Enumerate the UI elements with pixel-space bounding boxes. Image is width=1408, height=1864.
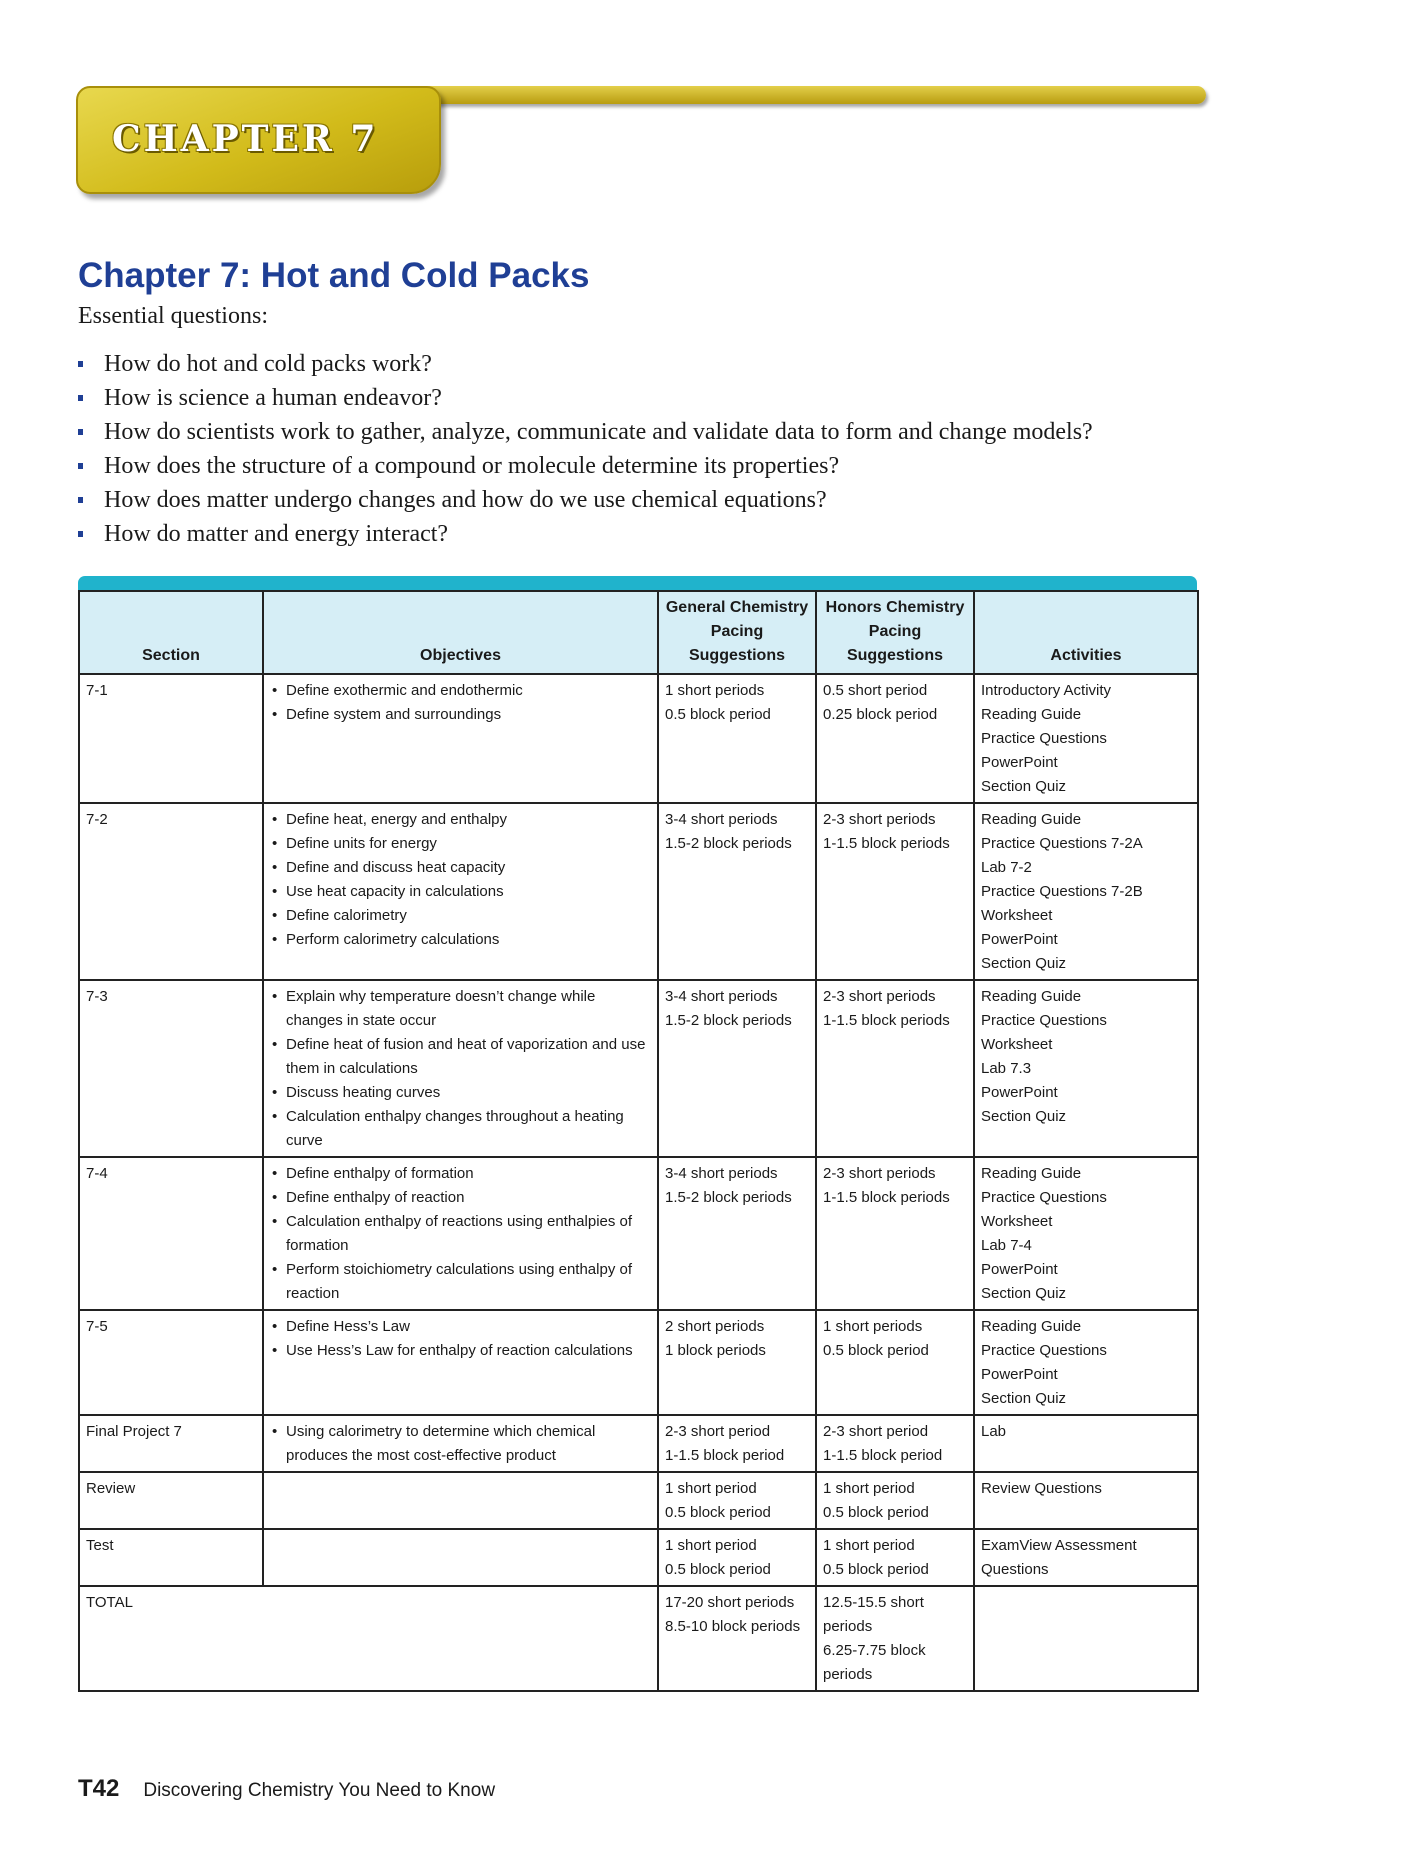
cell-objectives xyxy=(263,980,658,1157)
cell-line: 2 short periods xyxy=(665,1318,765,1335)
cell-objectives xyxy=(263,1529,658,1586)
cell-honors-pacing xyxy=(816,1472,974,1529)
cell-honors-pacing xyxy=(816,980,974,1157)
cell-line: Practice Questions xyxy=(981,1342,1107,1359)
chapter-label: CHAPTER 7 xyxy=(112,118,379,160)
table-body xyxy=(79,674,1198,1691)
cell-line: Practice Questions 7-2A xyxy=(981,835,1143,852)
objective-item: • Define calorimetry xyxy=(270,904,651,928)
cell-line: 0.25 block period xyxy=(823,706,938,723)
cell-total-label: TOTAL xyxy=(79,1586,658,1691)
question-item: How does matter undergo changes and how do we use chemical equations? xyxy=(78,483,1093,517)
question-item: How do scientists work to gather, analyze, communicate and validate data to form and change models? xyxy=(78,415,1093,449)
cell-line: 2-3 short period xyxy=(665,1423,771,1440)
cell-honors-pacing xyxy=(816,674,974,803)
cell-line: Reading Guide xyxy=(981,706,1082,723)
objective-item: • Perform calorimetry calculations xyxy=(270,928,651,952)
cell-line: 1-1.5 block period xyxy=(823,1447,943,1464)
table-row xyxy=(79,1415,1198,1472)
objectives-list xyxy=(270,808,651,952)
cell-line: Introductory Activity xyxy=(981,682,1112,699)
objective-item: • Use heat capacity in calculations xyxy=(270,880,651,904)
cell-line: 1.5-2 block periods xyxy=(665,1012,792,1029)
cell-line: PowerPoint xyxy=(981,1366,1058,1383)
cell-line: 3-4 short periods xyxy=(665,988,778,1005)
cell-line: 0.5 block period xyxy=(823,1504,929,1521)
objective-item: • Define and discuss heat capacity xyxy=(270,856,651,880)
cell-line: PowerPoint xyxy=(981,754,1058,771)
cell-line: Lab 7.3 xyxy=(981,1060,1032,1077)
cell-line: 1 block periods xyxy=(665,1342,766,1359)
objective-item: • Use Hess’s Law for enthalpy of reaction calculations xyxy=(270,1339,651,1363)
objective-item: • Perform stoichiometry calculations using enthalpy of reaction xyxy=(270,1258,651,1306)
cell-honors-pacing xyxy=(816,1157,974,1310)
cell-honors-pacing xyxy=(816,1310,974,1415)
cell-line: 17-20 short periods xyxy=(665,1594,795,1611)
cell-objectives xyxy=(263,1472,658,1529)
cell-line: Section Quiz xyxy=(981,955,1067,972)
essential-questions-list xyxy=(78,347,1093,551)
cell-general-pacing xyxy=(658,674,816,803)
cell-line: 2-3 short period xyxy=(823,1423,929,1440)
pacing-table xyxy=(78,590,1199,1692)
cell-general-pacing xyxy=(658,980,816,1157)
banner-tab xyxy=(76,86,441,194)
cell-activities xyxy=(974,980,1198,1157)
cell-line: Reading Guide xyxy=(981,811,1082,828)
objective-item: • Calculation enthalpy of reactions using enthalpies of formation xyxy=(270,1210,651,1258)
cell-line: Practice Questions xyxy=(981,1189,1107,1206)
table-row xyxy=(79,1157,1198,1310)
cell-objectives xyxy=(263,674,658,803)
table-row xyxy=(79,1472,1198,1529)
cell-line: PowerPoint xyxy=(981,1084,1058,1101)
cell-activities xyxy=(974,1310,1198,1415)
cell-section: Test xyxy=(79,1529,263,1586)
table-row xyxy=(79,1529,1198,1586)
bullet-icon xyxy=(78,463,83,469)
cell-line: 1-1.5 block periods xyxy=(823,835,950,852)
cell-line: PowerPoint xyxy=(981,1261,1058,1278)
cell-line: Practice Questions xyxy=(981,730,1107,747)
cell-line: Section Quiz xyxy=(981,1285,1067,1302)
objective-item: • Using calorimetry to determine which chemical produces the most cost-effective product xyxy=(270,1420,651,1468)
cell-line: 1 short period xyxy=(823,1537,915,1554)
objective-item: • Define heat, energy and enthalpy xyxy=(270,808,651,832)
cell-line: 1 short periods xyxy=(823,1318,923,1335)
cell-general-pacing xyxy=(658,1529,816,1586)
cell-line: periods xyxy=(823,1666,873,1683)
cell-section: 7-2 xyxy=(79,803,263,980)
cell-line: PowerPoint xyxy=(981,931,1058,948)
table-header-row xyxy=(79,591,1198,674)
page-footer xyxy=(78,1775,495,1803)
objectives-list xyxy=(270,985,651,1153)
cell-section: 7-4 xyxy=(79,1157,263,1310)
cell-objectives xyxy=(263,1415,658,1472)
cell-line: Reading Guide xyxy=(981,988,1082,1005)
cell-objectives xyxy=(263,803,658,980)
cell-line: 3-4 short periods xyxy=(665,1165,778,1182)
cell-line: Section Quiz xyxy=(981,778,1067,795)
objective-item: • Define system and surroundings xyxy=(270,703,651,727)
question-item: How does the structure of a compound or molecule determine its properties? xyxy=(78,449,1093,483)
cell-line: 6.25-7.75 block xyxy=(823,1642,926,1659)
cell-honors-pacing xyxy=(816,1529,974,1586)
cell-line: 1-1.5 block periods xyxy=(823,1012,950,1029)
objective-item: • Define enthalpy of reaction xyxy=(270,1186,651,1210)
cell-line: 1 short period xyxy=(823,1480,915,1497)
cell-activities xyxy=(974,1415,1198,1472)
cell-section: 7-1 xyxy=(79,674,263,803)
table-row xyxy=(79,1310,1198,1415)
cell-activities xyxy=(974,1157,1198,1310)
cell-general-pacing xyxy=(658,1157,816,1310)
cell-line: periods xyxy=(823,1618,873,1635)
bullet-icon xyxy=(78,395,83,401)
cell-line: 0.5 block period xyxy=(665,1504,771,1521)
objectives-list xyxy=(270,1420,651,1468)
cell-activities xyxy=(974,674,1198,803)
cell-general-pacing xyxy=(658,1472,816,1529)
bullet-icon xyxy=(78,429,83,435)
bullet-icon xyxy=(78,497,83,503)
objective-item: • Define enthalpy of formation xyxy=(270,1162,651,1186)
bullet-icon xyxy=(78,361,83,367)
objectives-list xyxy=(270,679,651,727)
cell-line: 1-1.5 block period xyxy=(665,1447,785,1464)
table-row-total xyxy=(79,1586,1198,1691)
cell-objectives xyxy=(263,1310,658,1415)
cell-line: 3-4 short periods xyxy=(665,811,778,828)
objective-item: • Define exothermic and endothermic xyxy=(270,679,651,703)
cell-line: 0.5 block period xyxy=(823,1342,929,1359)
cell-line: Worksheet xyxy=(981,1213,1053,1230)
cell-line: Practice Questions 7-2B xyxy=(981,883,1143,900)
question-item: How is science a human endeavor? xyxy=(78,381,1093,415)
cell-line: 2-3 short periods xyxy=(823,1165,936,1182)
header-section: Section xyxy=(79,591,263,674)
pacing-table-container xyxy=(78,576,1197,1692)
cell-section: 7-3 xyxy=(79,980,263,1157)
cell-line: Worksheet xyxy=(981,1036,1053,1053)
objective-item: • Discuss heating curves xyxy=(270,1081,651,1105)
header-objectives: Objectives xyxy=(263,591,658,674)
cell-objectives xyxy=(263,1157,658,1310)
cell-line: Review Questions xyxy=(981,1480,1102,1497)
cell-general-pacing xyxy=(658,1415,816,1472)
cell-line: Practice Questions xyxy=(981,1012,1107,1029)
objective-item: • Define Hess’s Law xyxy=(270,1315,651,1339)
page-number: T42 xyxy=(78,1775,120,1802)
cell-line: 0.5 block period xyxy=(665,1561,771,1578)
header-honors-pacing: Honors Chemistry Pacing Suggestions xyxy=(816,591,974,674)
chapter-banner xyxy=(76,86,1206,196)
cell-line: Lab 7-4 xyxy=(981,1237,1032,1254)
cell-line: 12.5-15.5 short xyxy=(823,1594,924,1611)
cell-line: 2-3 short periods xyxy=(823,988,936,1005)
cell-line: 1.5-2 block periods xyxy=(665,1189,792,1206)
cell-line: Reading Guide xyxy=(981,1165,1082,1182)
cell-line: Questions xyxy=(981,1561,1049,1578)
cell-general-pacing xyxy=(658,803,816,980)
cell-honors-pacing xyxy=(816,1415,974,1472)
cell-line: 1 short periods xyxy=(665,682,765,699)
banner-rail xyxy=(376,86,1206,104)
cell-total-activities xyxy=(974,1586,1198,1691)
objective-item: • Calculation enthalpy changes throughout a heating curve xyxy=(270,1105,651,1153)
cell-line: 0.5 block period xyxy=(823,1561,929,1578)
header-activities: Activities xyxy=(974,591,1198,674)
cell-total-general xyxy=(658,1586,816,1691)
cell-section: Review xyxy=(79,1472,263,1529)
table-header-bar xyxy=(78,576,1197,590)
cell-line: Lab xyxy=(981,1423,1007,1440)
cell-line: ExamView Assessment xyxy=(981,1537,1137,1554)
objectives-list xyxy=(270,1315,651,1363)
objectives-list xyxy=(270,1162,651,1306)
objective-item: • Define units for energy xyxy=(270,832,651,856)
cell-activities xyxy=(974,803,1198,980)
table-row xyxy=(79,980,1198,1157)
cell-total-honors xyxy=(816,1586,974,1691)
cell-line: 2-3 short periods xyxy=(823,811,936,828)
cell-section: Final Project 7 xyxy=(79,1415,263,1472)
cell-line: 1 short period xyxy=(665,1480,757,1497)
objective-item: • Define heat of fusion and heat of vaporization and use them in calculations xyxy=(270,1033,651,1081)
cell-general-pacing xyxy=(658,1310,816,1415)
cell-line: 0.5 block period xyxy=(665,706,771,723)
cell-line: 1 short period xyxy=(665,1537,757,1554)
cell-line: 1-1.5 block periods xyxy=(823,1189,950,1206)
cell-line: 0.5 short period xyxy=(823,682,928,699)
objective-item: • Explain why temperature doesn’t change while changes in state occur xyxy=(270,985,651,1033)
header-general-pacing: General Chemistry Pacing Suggestions xyxy=(658,591,816,674)
page-title: Chapter 7: Hot and Cold Packs xyxy=(78,256,590,295)
table-row xyxy=(79,674,1198,803)
cell-honors-pacing xyxy=(816,803,974,980)
book-title: Discovering Chemistry You Need to Know xyxy=(143,1780,496,1801)
cell-line: Section Quiz xyxy=(981,1390,1067,1407)
essential-questions-label: Essential questions: xyxy=(78,303,268,329)
cell-line: 1.5-2 block periods xyxy=(665,835,792,852)
cell-section: 7-5 xyxy=(79,1310,263,1415)
question-item: How do matter and energy interact? xyxy=(78,517,1093,551)
bullet-icon xyxy=(78,531,83,537)
cell-line: Section Quiz xyxy=(981,1108,1067,1125)
cell-line: Worksheet xyxy=(981,907,1053,924)
cell-activities xyxy=(974,1472,1198,1529)
question-item: How do hot and cold packs work? xyxy=(78,347,1093,381)
cell-line: Lab 7-2 xyxy=(981,859,1032,876)
cell-line: 8.5-10 block periods xyxy=(665,1618,801,1635)
cell-line: Reading Guide xyxy=(981,1318,1082,1335)
table-row xyxy=(79,803,1198,980)
cell-activities xyxy=(974,1529,1198,1586)
